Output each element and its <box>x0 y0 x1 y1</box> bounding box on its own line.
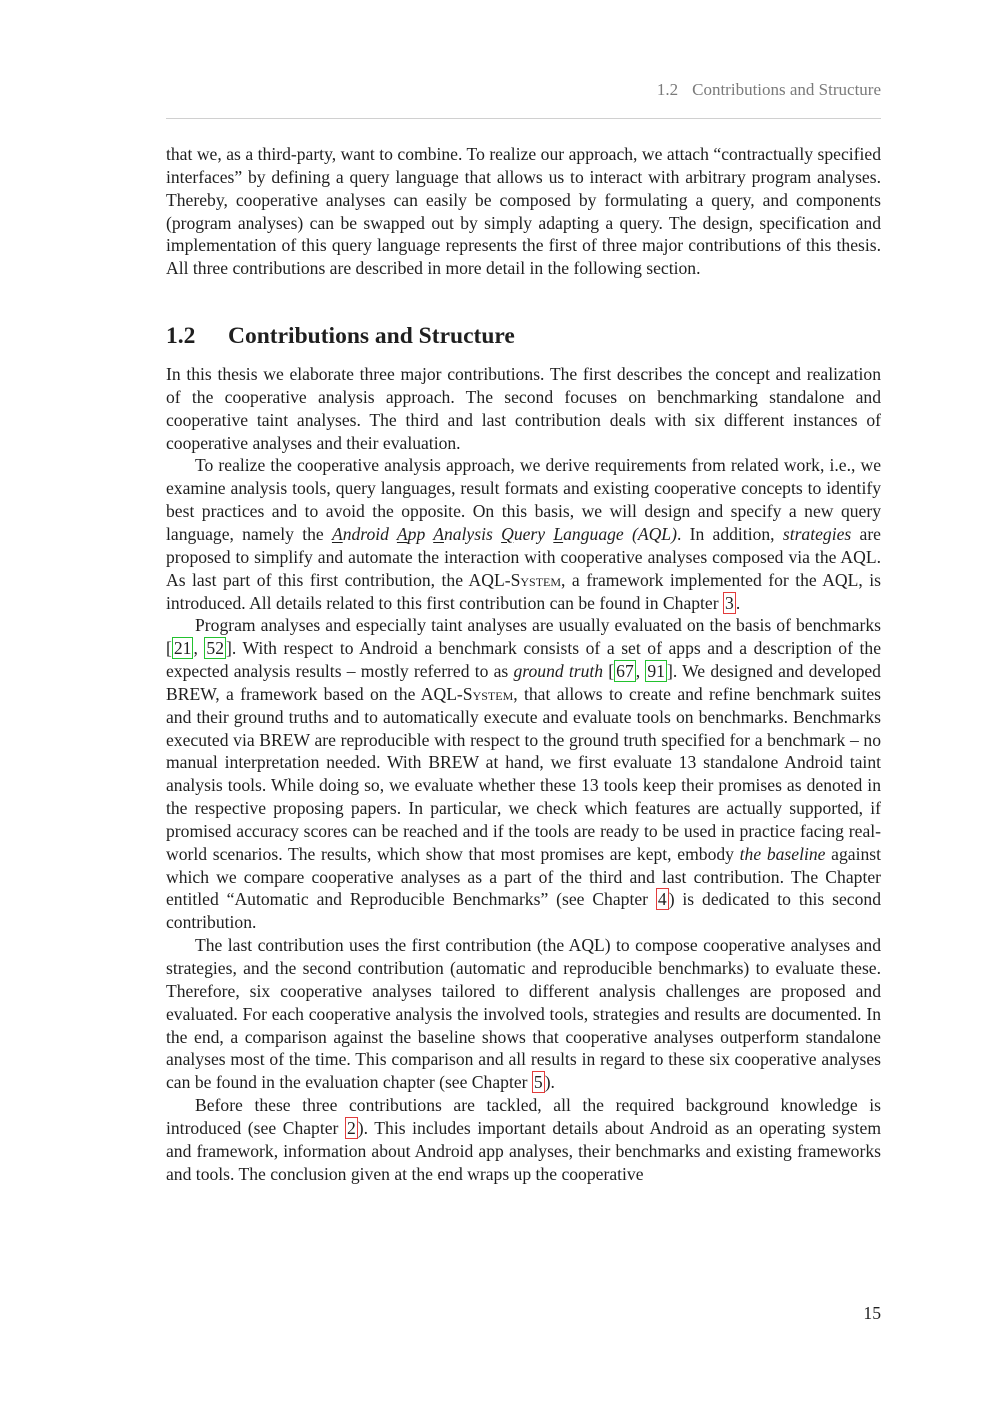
citation-91-link[interactable]: 91 <box>647 661 665 682</box>
intro-paragraph: that we, as a third-party, want to combine. To realize our approach, we attach “contractually specified interfaces” by defining a query language that allows us to interact with arbitrary program analyses. Thereby, cooperative analyses can easily be composed by formulating a query, and components (program analyses) can be swapped out by simply adapting a query. The design, specification and implementation of this query language represents the first of three major contributions of this thesis. All three contributions are described in more detail in the following section. <box>166 144 881 279</box>
section-heading <box>166 322 881 350</box>
section-number: 1.2 <box>166 323 196 350</box>
body-text <box>166 143 881 1185</box>
header-divider <box>166 118 881 119</box>
running-header-number: 1.2 <box>656 80 679 99</box>
ground-truth-emphasis: ground truth <box>513 661 604 682</box>
chapter-4-link[interactable]: 4 <box>657 889 667 910</box>
section-title: Contributions and Structure <box>228 323 515 350</box>
chapter-3-link[interactable]: 3 <box>725 592 734 613</box>
page-number: 15 <box>863 1303 881 1323</box>
aql-expansion: Android App Analysis Query Language (AQL) <box>331 523 677 544</box>
running-header-title: Contributions and Structure <box>692 80 881 99</box>
baseline-emphasis: the baseline <box>739 843 826 864</box>
page <box>166 0 881 1414</box>
paragraph-5: Before these three contributions are tackled, all the required background knowledge is introduced (see Chapter 2 ). This includes important details about Android as an operating system and framework, information about Android app analyses, their benchmarks and existing frameworks and tools. The conclusion given at the end wraps up the cooperative <box>166 1095 882 1184</box>
paragraph-4: The last contribution uses the first contribution (the AQL) to compose cooperative analyses and strategies, and the second contribution (automatic and reproducible benchmarks) to evaluate these. Therefore, six cooperative analyses tailored to different analysis challenges are proposed and evaluated. For each cooperative analysis the involved tools, strategies and results are documented. In the end, a comparison against the baseline shows that cooperative analyses outperform standalone analyses most of the time. This comparison and all results in regard to these six cooperative analyses can be found in the evaluation chapter (see Chapter 5 ). <box>166 935 881 1093</box>
paragraph-3: Program analyses and especially taint analyses are usually evaluated on the basis of benchmarks [ 21 , 52 ]. With respect to Android a benchmark consists of a set of apps and a description of the expected analysis results – mostly referred to as ground truth [ 67 , 91 ]. We designed and developed BREW, a framework based on the AQL-System, that allows to create and refine benchmark suites and their ground truths and to automatically execute and evaluate tools on benchmarks. Benchmarks executed via BREW are reproducible with respect to the ground truth specified for a benchmark – no manual interpretation needed. With BREW at hand, we first evaluate 13 standalone Android taint analysis tools. While doing so, we evaluate whether these 13 tools keep their promises as denoted in the respective proposing papers. In particular, we check which features are actually supported, if promised accuracy scores can be reached and if the tools are ready to be used in practice facing real-world scenarios. The results, which show that most promises are kept, embody the baseline against which we compare cooperative analyses as a part of the third and last contribution. The Chapter entitled “Automatic and Reproducible Benchmarks” (see Chapter 4 ) is dedicated to this second contribution. <box>166 615 882 933</box>
citation-21-link[interactable]: 21 <box>173 638 192 659</box>
paragraph-1: In this thesis we elaborate three major contributions. The first describes the concept and realization of the cooperative analysis approach. The second focuses on benchmarking standalone and cooperative taint analyses. The third and last contribution deals with six different instances of cooperative analyses and their evaluation. <box>166 364 881 453</box>
strategies-emphasis: strategies <box>782 523 852 544</box>
chapter-5-link[interactable]: 5 <box>533 1072 543 1093</box>
chapter-2-link[interactable]: 2 <box>346 1117 356 1138</box>
citation-67-link[interactable]: 67 <box>616 661 634 682</box>
running-header <box>657 80 881 100</box>
citation-52-link[interactable]: 52 <box>206 638 224 659</box>
paragraph-2: To realize the cooperative analysis approach, we derive requirements from related work, i.e., we examine analysis tools, query languages, result formats and existing cooperative concepts to identify best practices and to avoid the opposite. On this basis, we will design and specify a new query language, namely the Android App Analysis Query Language (AQL). In addition, strategies are proposed to simplify and automate the interaction with cooperative analyses composed via the AQL. As last part of this first contribution, the AQL-System, a framework implemented for the AQL, is introduced. All details related to this first contribution can be found in Chapter 3 . <box>166 455 882 613</box>
